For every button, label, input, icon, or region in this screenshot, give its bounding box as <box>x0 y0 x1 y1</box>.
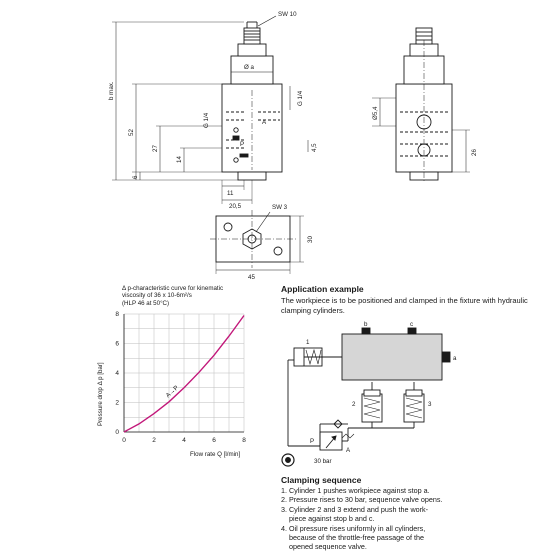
dim-26: 26 <box>471 149 478 156</box>
x-tick-label: 8 <box>242 437 246 444</box>
dim-45: 45 <box>248 274 255 280</box>
port-a-label: A <box>262 119 267 126</box>
y-tick-label: 4 <box>115 370 119 378</box>
cylinder-3 <box>404 382 424 422</box>
pressure-drop-chart <box>90 308 270 468</box>
b-max-label: b max. <box>108 81 115 100</box>
label-b: b <box>364 321 368 328</box>
x-tick-label: 6 <box>212 437 216 444</box>
chart-xlabel: Flow rate Q [l/min] <box>190 451 241 458</box>
label-cyl-3: 3 <box>428 401 432 408</box>
series-label: A→P <box>164 384 181 400</box>
sequence-step: 1. Cylinder 1 pushes workpiece against stop a. <box>281 486 430 495</box>
label-cyl-1: 1 <box>306 339 310 346</box>
sequence-step: 3. Cylinder 2 and 3 extend and push the work- <box>281 504 429 514</box>
stop-c <box>408 328 416 334</box>
x-tick-label: 2 <box>152 437 156 444</box>
dim-52: 52 <box>128 129 135 136</box>
g14-right-label: G 1/4 <box>297 90 304 106</box>
sequence-valve <box>320 432 342 450</box>
x-tick-label: 4 <box>182 437 186 444</box>
chart-grid <box>124 314 244 432</box>
g14-left-label: G 1/4 <box>203 112 210 128</box>
hydraulic-circuit <box>280 320 560 472</box>
chart-ylabel: Pressure drop Δ p [bar] <box>97 362 104 426</box>
label-port-a: A <box>346 447 351 454</box>
dim-4-5: 4,5 <box>311 143 318 152</box>
stop-b <box>362 328 370 334</box>
dim-27: 27 <box>152 145 159 152</box>
chart-caption-line: viscosity of 36 x 10-6m²/s <box>122 292 192 300</box>
port-p-label: P <box>240 141 245 148</box>
chart-caption-line: Δ p-characteristic curve for kinematic <box>122 285 224 292</box>
y-tick-label: 6 <box>115 340 119 348</box>
cylinder-2 <box>362 382 382 422</box>
label-pressure: 30 bar <box>314 458 332 465</box>
label-c: c <box>410 321 414 328</box>
sequence-step: because of the throttle-free passage of the <box>281 533 425 543</box>
dim-14: 14 <box>176 156 183 163</box>
sequence-step: 2. Pressure rises to 30 bar, sequence valve opens. <box>281 495 443 505</box>
diameter-a-label: Ø a <box>244 64 254 71</box>
chart-caption <box>122 285 272 307</box>
y-tick-label: 2 <box>115 399 119 407</box>
chart-caption-line: (HLP 46 at 50°C) <box>122 299 170 307</box>
application-title: Application example <box>281 284 364 294</box>
sequence-step: piece against stop b and c. <box>281 514 375 524</box>
dim-20-5: 20,5 <box>229 203 242 210</box>
sequence-step: 4. Oil pressure rises uniformly in all cylinders, <box>281 523 426 533</box>
dim-6: 6 <box>132 175 139 179</box>
dim-30: 30 <box>307 236 314 243</box>
front-view <box>112 16 308 204</box>
sequence-title: Clamping sequence <box>281 475 362 485</box>
application-description: The workpiece is to be positioned and clamped in the fixture with hydraulic clamping cylinders. <box>281 296 528 315</box>
workpiece <box>342 334 442 380</box>
stop-a <box>442 352 450 362</box>
label-port-p: P <box>310 438 315 445</box>
x-tick-label: 0 <box>122 437 126 444</box>
label-cyl-2: 2 <box>352 401 356 408</box>
sequence-list <box>281 486 551 552</box>
label-a: a <box>453 355 457 362</box>
dim-11: 11 <box>227 190 234 197</box>
sequence-step: opened sequence valve. <box>281 542 367 552</box>
top-view <box>210 210 304 274</box>
y-tick-label: 0 <box>115 429 119 437</box>
chart-ticks <box>115 311 246 444</box>
y-tick-label: 8 <box>115 311 119 319</box>
dim-5-4: Ø5,4 <box>372 106 379 120</box>
sw10-label: SW 10 <box>278 11 297 18</box>
sw3-label: SW 3 <box>272 204 288 211</box>
side-view <box>372 28 470 182</box>
